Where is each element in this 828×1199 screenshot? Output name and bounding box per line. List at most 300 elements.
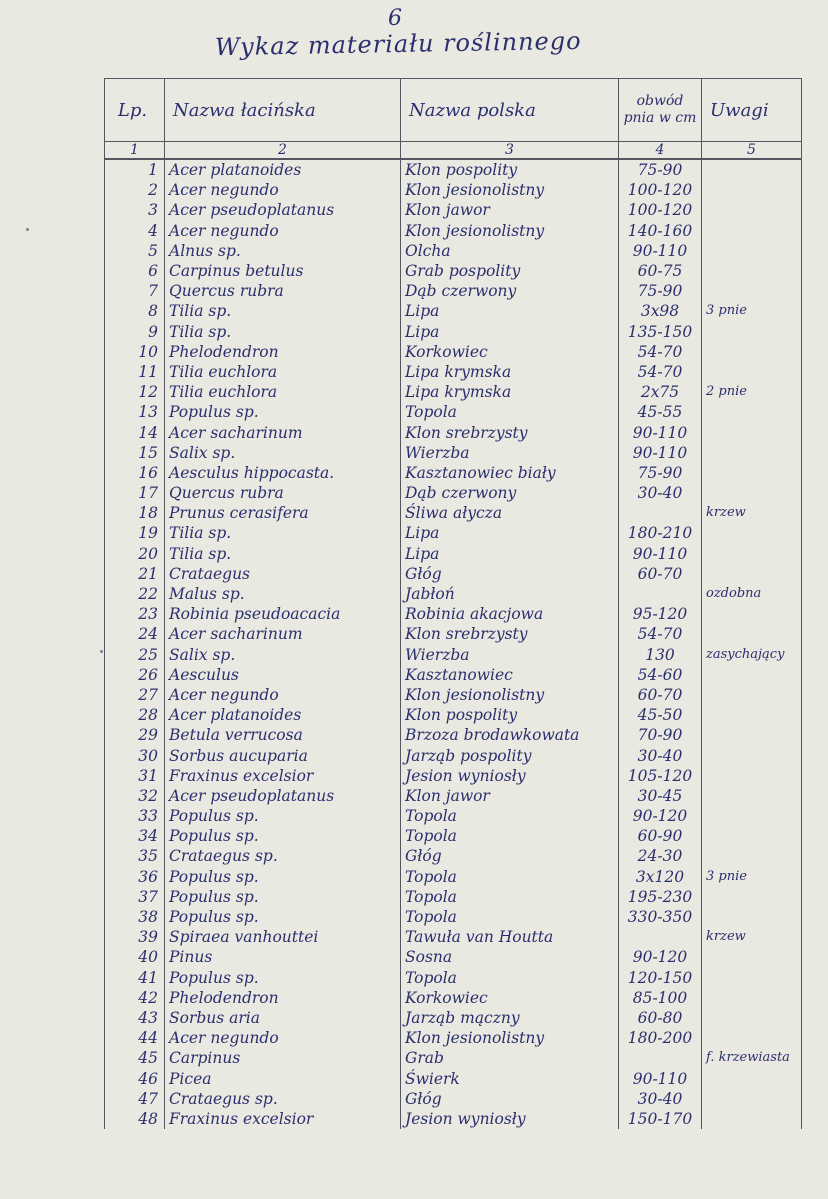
cell-latin-name: Phelodendron: [165, 988, 401, 1008]
cell-lp: 1: [105, 159, 165, 180]
cell-lp: 14: [105, 422, 165, 442]
cell-remarks: [702, 523, 802, 543]
cell-polish-name: Wierzba: [401, 443, 619, 463]
table-row: [105, 564, 802, 584]
cell-remarks: [702, 544, 802, 564]
cell-trunk-circumference: 105-120: [619, 766, 702, 786]
header-lp: Lp.: [105, 79, 165, 142]
cell-latin-name: Aesculus hippocasta.: [165, 463, 401, 483]
cell-latin-name: Picea: [165, 1068, 401, 1088]
cell-polish-name: Klon jawor: [401, 200, 619, 220]
cell-trunk-circumference: 60-75: [619, 261, 702, 281]
cell-latin-name: Populus sp.: [165, 867, 401, 887]
cell-trunk-circumference: 54-60: [619, 665, 702, 685]
cell-lp: 25: [105, 645, 165, 665]
cell-polish-name: Topola: [401, 907, 619, 927]
cell-latin-name: Alnus sp.: [165, 241, 401, 261]
cell-latin-name: Acer negundo: [165, 1028, 401, 1048]
cell-polish-name: Topola: [401, 968, 619, 988]
cell-remarks: [702, 1028, 802, 1048]
cell-trunk-circumference: 180-210: [619, 523, 702, 543]
cell-polish-name: Lipa: [401, 322, 619, 342]
cell-trunk-circumference: 45-50: [619, 705, 702, 725]
cell-latin-name: Acer negundo: [165, 180, 401, 200]
cell-latin-name: Acer negundo: [165, 221, 401, 241]
cell-trunk-circumference: 90-110: [619, 422, 702, 442]
table-row: [105, 422, 802, 442]
cell-latin-name: Acer negundo: [165, 685, 401, 705]
cell-remarks: [702, 281, 802, 301]
cell-lp: 33: [105, 806, 165, 826]
ink-blot: [26, 228, 29, 231]
cell-trunk-circumference: 90-120: [619, 947, 702, 967]
ink-blot: [100, 650, 103, 653]
table-row: [105, 624, 802, 644]
table-row: [105, 180, 802, 200]
cell-polish-name: Korkowiec: [401, 342, 619, 362]
cell-trunk-circumference: 60-90: [619, 826, 702, 846]
cell-polish-name: Olcha: [401, 241, 619, 261]
cell-polish-name: Kasztanowiec: [401, 665, 619, 685]
table-row: [105, 362, 802, 382]
cell-latin-name: Crataegus: [165, 564, 401, 584]
cell-remarks: [702, 766, 802, 786]
cell-latin-name: Salix sp.: [165, 645, 401, 665]
cell-lp: 40: [105, 947, 165, 967]
cell-remarks: [702, 988, 802, 1008]
cell-polish-name: Topola: [401, 402, 619, 422]
table-row: [105, 968, 802, 988]
table-row: [105, 665, 802, 685]
table-row: [105, 261, 802, 281]
cell-remarks: ozdobna: [702, 584, 802, 604]
cell-trunk-circumference: 60-80: [619, 1008, 702, 1028]
cell-remarks: [702, 705, 802, 725]
header-trunk-circumference: obwód pnia w cm: [619, 79, 702, 142]
cell-lp: 32: [105, 786, 165, 806]
cell-latin-name: Tilia sp.: [165, 544, 401, 564]
cell-remarks: [702, 887, 802, 907]
cell-polish-name: Jarząb pospolity: [401, 745, 619, 765]
plant-material-table: [104, 78, 802, 1129]
cell-polish-name: Wierzba: [401, 645, 619, 665]
cell-trunk-circumference: 3x120: [619, 867, 702, 887]
cell-lp: 29: [105, 725, 165, 745]
cell-trunk-circumference: 60-70: [619, 685, 702, 705]
cell-trunk-circumference: 30-40: [619, 1089, 702, 1109]
cell-latin-name: Populus sp.: [165, 806, 401, 826]
cell-latin-name: Prunus cerasifera: [165, 503, 401, 523]
cell-latin-name: Crataegus sp.: [165, 1089, 401, 1109]
cell-latin-name: Salix sp.: [165, 443, 401, 463]
cell-lp: 44: [105, 1028, 165, 1048]
cell-polish-name: Grab pospolity: [401, 261, 619, 281]
cell-trunk-circumference: 75-90: [619, 281, 702, 301]
cell-remarks: [702, 685, 802, 705]
cell-latin-name: Acer pseudoplatanus: [165, 200, 401, 220]
cell-lp: 15: [105, 443, 165, 463]
cell-latin-name: Acer sacharinum: [165, 624, 401, 644]
cell-remarks: 2 pnie: [702, 382, 802, 402]
cell-latin-name: Tilia euchlora: [165, 362, 401, 382]
cell-remarks: [702, 443, 802, 463]
cell-trunk-circumference: 150-170: [619, 1109, 702, 1129]
column-number: 3: [401, 142, 619, 160]
cell-lp: 47: [105, 1089, 165, 1109]
table-row: [105, 1109, 802, 1129]
cell-lp: 34: [105, 826, 165, 846]
table-row: [105, 159, 802, 180]
cell-remarks: [702, 968, 802, 988]
cell-latin-name: Populus sp.: [165, 968, 401, 988]
column-number: 4: [619, 142, 702, 160]
cell-trunk-circumference: 2x75: [619, 382, 702, 402]
cell-lp: 17: [105, 483, 165, 503]
table-row: [105, 402, 802, 422]
cell-polish-name: Klon jawor: [401, 786, 619, 806]
column-number: 2: [165, 142, 401, 160]
cell-latin-name: Crataegus sp.: [165, 846, 401, 866]
cell-lp: 13: [105, 402, 165, 422]
cell-lp: 19: [105, 523, 165, 543]
table-row: [105, 584, 802, 604]
cell-trunk-circumference: 120-150: [619, 968, 702, 988]
cell-lp: 7: [105, 281, 165, 301]
cell-latin-name: Populus sp.: [165, 826, 401, 846]
cell-remarks: krzew: [702, 503, 802, 523]
cell-latin-name: Tilia sp.: [165, 523, 401, 543]
cell-trunk-circumference: [619, 503, 702, 523]
cell-lp: 42: [105, 988, 165, 1008]
cell-remarks: [702, 806, 802, 826]
table-row: [105, 301, 802, 321]
table-row: [105, 544, 802, 564]
cell-remarks: krzew: [702, 927, 802, 947]
cell-lp: 10: [105, 342, 165, 362]
cell-remarks: [702, 1109, 802, 1129]
cell-lp: 38: [105, 907, 165, 927]
cell-remarks: [702, 745, 802, 765]
cell-polish-name: Tawuła van Houtta: [401, 927, 619, 947]
cell-trunk-circumference: 90-110: [619, 241, 702, 261]
cell-latin-name: Tilia sp.: [165, 322, 401, 342]
table-row: [105, 1008, 802, 1028]
cell-latin-name: Quercus rubra: [165, 483, 401, 503]
cell-polish-name: Lipa: [401, 301, 619, 321]
column-number: 1: [105, 142, 165, 160]
table-row: [105, 200, 802, 220]
cell-polish-name: Topola: [401, 867, 619, 887]
cell-latin-name: Aesculus: [165, 665, 401, 685]
cell-latin-name: Fraxinus excelsior: [165, 766, 401, 786]
cell-remarks: [702, 1089, 802, 1109]
cell-polish-name: Lipa: [401, 544, 619, 564]
cell-lp: 43: [105, 1008, 165, 1028]
cell-lp: 9: [105, 322, 165, 342]
cell-remarks: [702, 604, 802, 624]
table-row: [105, 947, 802, 967]
cell-polish-name: Dąb czerwony: [401, 483, 619, 503]
cell-polish-name: Klon jesionolistny: [401, 180, 619, 200]
cell-polish-name: Lipa krymska: [401, 382, 619, 402]
cell-latin-name: Fraxinus excelsior: [165, 1109, 401, 1129]
table-row: [105, 1068, 802, 1088]
cell-latin-name: Carpinus betulus: [165, 261, 401, 281]
cell-remarks: [702, 483, 802, 503]
cell-latin-name: Tilia sp.: [165, 301, 401, 321]
cell-remarks: [702, 725, 802, 745]
cell-trunk-circumference: 135-150: [619, 322, 702, 342]
cell-lp: 39: [105, 927, 165, 947]
cell-latin-name: Populus sp.: [165, 907, 401, 927]
table-row: [105, 806, 802, 826]
cell-trunk-circumference: 100-120: [619, 180, 702, 200]
cell-remarks: [702, 624, 802, 644]
cell-polish-name: Topola: [401, 826, 619, 846]
cell-polish-name: Jarząb mączny: [401, 1008, 619, 1028]
cell-trunk-circumference: 45-55: [619, 402, 702, 422]
table-row: [105, 1089, 802, 1109]
table-row: [105, 846, 802, 866]
cell-remarks: [702, 362, 802, 382]
cell-polish-name: Świerk: [401, 1068, 619, 1088]
cell-trunk-circumference: 54-70: [619, 624, 702, 644]
cell-polish-name: Głóg: [401, 846, 619, 866]
table-row: [105, 725, 802, 745]
cell-latin-name: Malus sp.: [165, 584, 401, 604]
cell-latin-name: Carpinus: [165, 1048, 401, 1068]
cell-trunk-circumference: 90-110: [619, 443, 702, 463]
cell-remarks: [702, 846, 802, 866]
cell-polish-name: Topola: [401, 806, 619, 826]
cell-remarks: [702, 947, 802, 967]
cell-lp: 16: [105, 463, 165, 483]
table-row: [105, 1048, 802, 1068]
cell-trunk-circumference: 3x98: [619, 301, 702, 321]
cell-polish-name: Lipa: [401, 523, 619, 543]
cell-latin-name: Spiraea vanhouttei: [165, 927, 401, 947]
cell-lp: 24: [105, 624, 165, 644]
table-row: [105, 887, 802, 907]
cell-polish-name: Grab: [401, 1048, 619, 1068]
cell-remarks: [702, 180, 802, 200]
cell-lp: 26: [105, 665, 165, 685]
cell-trunk-circumference: 54-70: [619, 362, 702, 382]
cell-trunk-circumference: 90-120: [619, 806, 702, 826]
cell-remarks: [702, 665, 802, 685]
cell-trunk-circumference: 75-90: [619, 463, 702, 483]
cell-remarks: [702, 826, 802, 846]
cell-trunk-circumference: 24-30: [619, 846, 702, 866]
cell-polish-name: Robinia akacjowa: [401, 604, 619, 624]
table-row: [105, 443, 802, 463]
cell-latin-name: Acer platanoides: [165, 705, 401, 725]
column-number: 5: [702, 142, 802, 160]
cell-trunk-circumference: 30-40: [619, 745, 702, 765]
cell-latin-name: Pinus: [165, 947, 401, 967]
table-row: [105, 463, 802, 483]
cell-remarks: 3 pnie: [702, 301, 802, 321]
table-body: [105, 159, 802, 1129]
cell-lp: 18: [105, 503, 165, 523]
table-row: [105, 927, 802, 947]
cell-polish-name: Klon jesionolistny: [401, 685, 619, 705]
cell-lp: 36: [105, 867, 165, 887]
cell-lp: 21: [105, 564, 165, 584]
cell-polish-name: Klon jesionolistny: [401, 1028, 619, 1048]
table-row: [105, 382, 802, 402]
plant-material-sheet: [104, 78, 801, 1158]
table-row: [105, 826, 802, 846]
table-row: [105, 483, 802, 503]
cell-trunk-circumference: [619, 1048, 702, 1068]
cell-remarks: [702, 221, 802, 241]
cell-remarks: [702, 564, 802, 584]
cell-polish-name: Sosna: [401, 947, 619, 967]
cell-lp: 37: [105, 887, 165, 907]
table-row: [105, 867, 802, 887]
cell-remarks: [702, 322, 802, 342]
cell-lp: 27: [105, 685, 165, 705]
table-row: [105, 745, 802, 765]
cell-polish-name: Topola: [401, 887, 619, 907]
cell-trunk-circumference: 85-100: [619, 988, 702, 1008]
cell-trunk-circumference: 180-200: [619, 1028, 702, 1048]
cell-remarks: [702, 402, 802, 422]
cell-remarks: [702, 786, 802, 806]
table-row: [105, 322, 802, 342]
table-row: [105, 645, 802, 665]
page-title: Wykaz materiału roślinnego: [214, 26, 582, 62]
header-polish-name: Nazwa polska: [401, 79, 619, 142]
cell-trunk-circumference: 140-160: [619, 221, 702, 241]
cell-latin-name: Acer platanoides: [165, 159, 401, 180]
cell-lp: 3: [105, 200, 165, 220]
cell-polish-name: Dąb czerwony: [401, 281, 619, 301]
table-row: [105, 907, 802, 927]
cell-lp: 48: [105, 1109, 165, 1129]
cell-latin-name: Acer pseudoplatanus: [165, 786, 401, 806]
table-row: [105, 221, 802, 241]
table-row: [105, 1028, 802, 1048]
cell-latin-name: Betula verrucosa: [165, 725, 401, 745]
cell-trunk-circumference: 90-110: [619, 1068, 702, 1088]
cell-lp: 11: [105, 362, 165, 382]
cell-lp: 28: [105, 705, 165, 725]
cell-lp: 5: [105, 241, 165, 261]
cell-remarks: [702, 1068, 802, 1088]
cell-latin-name: Acer sacharinum: [165, 422, 401, 442]
cell-trunk-circumference: 70-90: [619, 725, 702, 745]
cell-lp: 30: [105, 745, 165, 765]
cell-lp: 4: [105, 221, 165, 241]
cell-remarks: [702, 342, 802, 362]
cell-lp: 12: [105, 382, 165, 402]
cell-trunk-circumference: [619, 584, 702, 604]
header-remarks: Uwagi: [702, 79, 802, 142]
table-row: [105, 786, 802, 806]
cell-trunk-circumference: [619, 927, 702, 947]
cell-remarks: [702, 241, 802, 261]
cell-remarks: zasychający: [702, 645, 802, 665]
cell-lp: 31: [105, 766, 165, 786]
cell-lp: 46: [105, 1068, 165, 1088]
cell-trunk-circumference: 60-70: [619, 564, 702, 584]
table-row: [105, 705, 802, 725]
cell-remarks: [702, 159, 802, 180]
cell-trunk-circumference: 130: [619, 645, 702, 665]
cell-trunk-circumference: 54-70: [619, 342, 702, 362]
cell-trunk-circumference: 95-120: [619, 604, 702, 624]
cell-trunk-circumference: 100-120: [619, 200, 702, 220]
cell-polish-name: Klon jesionolistny: [401, 221, 619, 241]
cell-remarks: f. krzewiasta: [702, 1048, 802, 1068]
cell-latin-name: Populus sp.: [165, 402, 401, 422]
cell-lp: 2: [105, 180, 165, 200]
cell-remarks: [702, 261, 802, 281]
cell-polish-name: Głóg: [401, 1089, 619, 1109]
cell-polish-name: Brzoza brodawkowata: [401, 725, 619, 745]
cell-polish-name: Korkowiec: [401, 988, 619, 1008]
table-row: [105, 342, 802, 362]
cell-latin-name: Phelodendron: [165, 342, 401, 362]
cell-lp: 6: [105, 261, 165, 281]
cell-trunk-circumference: 330-350: [619, 907, 702, 927]
cell-polish-name: Jesion wyniosły: [401, 766, 619, 786]
table-header: [105, 79, 802, 160]
cell-polish-name: Kasztanowiec biały: [401, 463, 619, 483]
cell-lp: 41: [105, 968, 165, 988]
cell-polish-name: Śliwa ałycza: [401, 503, 619, 523]
table-row: [105, 766, 802, 786]
cell-remarks: [702, 463, 802, 483]
cell-lp: 23: [105, 604, 165, 624]
cell-latin-name: Populus sp.: [165, 887, 401, 907]
cell-remarks: [702, 1008, 802, 1028]
cell-latin-name: Sorbus aucuparia: [165, 745, 401, 765]
cell-trunk-circumference: 75-90: [619, 159, 702, 180]
cell-lp: 20: [105, 544, 165, 564]
cell-trunk-circumference: 30-45: [619, 786, 702, 806]
table-row: [105, 988, 802, 1008]
cell-polish-name: Klon srebrzysty: [401, 624, 619, 644]
cell-trunk-circumference: 90-110: [619, 544, 702, 564]
cell-polish-name: Głóg: [401, 564, 619, 584]
cell-lp: 22: [105, 584, 165, 604]
cell-latin-name: Robinia pseudoacacia: [165, 604, 401, 624]
table-row: [105, 685, 802, 705]
header-latin-name: Nazwa łacińska: [165, 79, 401, 142]
cell-polish-name: Lipa krymska: [401, 362, 619, 382]
cell-remarks: [702, 200, 802, 220]
cell-remarks: [702, 422, 802, 442]
table-row: [105, 281, 802, 301]
cell-trunk-circumference: 195-230: [619, 887, 702, 907]
cell-polish-name: Klon srebrzysty: [401, 422, 619, 442]
cell-lp: 35: [105, 846, 165, 866]
cell-polish-name: Jabłoń: [401, 584, 619, 604]
cell-remarks: [702, 907, 802, 927]
cell-polish-name: Jesion wyniosły: [401, 1109, 619, 1129]
cell-latin-name: Tilia euchlora: [165, 382, 401, 402]
cell-latin-name: Sorbus aria: [165, 1008, 401, 1028]
table-row: [105, 503, 802, 523]
cell-lp: 45: [105, 1048, 165, 1068]
table-row: [105, 241, 802, 261]
table-row: [105, 523, 802, 543]
cell-lp: 8: [105, 301, 165, 321]
cell-polish-name: Klon pospolity: [401, 705, 619, 725]
